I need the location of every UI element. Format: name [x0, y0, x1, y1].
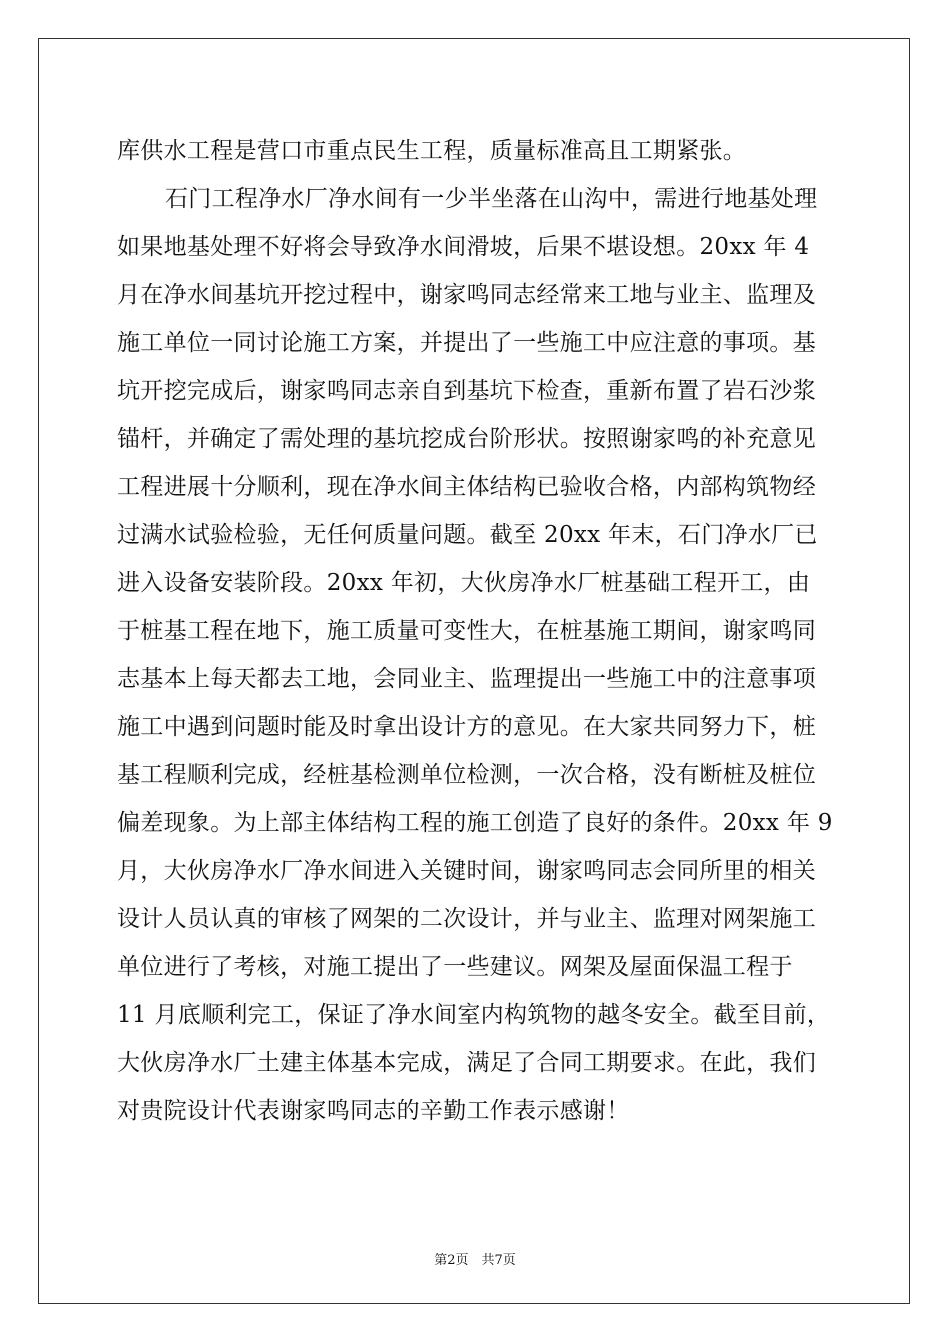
text-line: 基工程顺利完成，经桩基检测单位检测，一次合格，没有断桩及桩位 [117, 762, 816, 788]
text-line: 过满水试验检验，无任何质量问题。截至 20xx 年末，石门净水厂已 [117, 522, 818, 548]
text-line: 偏差现象。为上部主体结构工程的施工创造了良好的条件。20xx 年 9 [117, 810, 833, 836]
text-line: 设计人员认真的审核了网架的二次设计，并与业主、监理对网架施工 [117, 906, 816, 932]
text-line: 锚杆，并确定了需处理的基坑挖成台阶形状。按照谢家鸣的补充意见 [117, 426, 816, 452]
text-line: 进入设备安装阶段。20xx 年初，大伙房净水厂桩基础工程开工，由 [117, 570, 811, 596]
paragraph-first-line: 石门工程净水厂净水间有一少半坐落在山沟中，需进行地基处理 [165, 186, 818, 212]
text-line: 月在净水间基坑开挖过程中，谢家鸣同志经常来工地与业主、监理及 [117, 282, 816, 308]
text-line: 志基本上每天都去工地，会同业主、监理提出一些施工中的注意事项 [117, 666, 816, 692]
text-line: 坑开挖完成后，谢家鸣同志亲自到基坑下检查，重新布置了岩石沙浆 [117, 378, 816, 404]
text-line: 对贵院设计代表谢家鸣同志的辛勤工作表示感谢！ [117, 1098, 630, 1124]
text-line: 单位进行了考核，对施工提出了一些建议。网架及屋面保温工程于 [117, 954, 793, 980]
text-line: 工程进展十分顺利，现在净水间主体结构已验收合格，内部构筑物经 [117, 474, 816, 500]
text-line: 11 月底顺利完工，保证了净水间室内构筑物的越冬安全。截至目前， [117, 1002, 831, 1028]
text-line: 施工单位一同讨论施工方案，并提出了一些施工中应注意的事项。基 [117, 330, 816, 356]
text-line: 库供水工程是营口市重点民生工程，质量标准高且工期紧张。 [117, 138, 747, 164]
text-line: 于桩基工程在地下，施工质量可变性大，在桩基施工期间，谢家鸣同 [117, 618, 816, 644]
page-number-footer: 第2页 共7页 [434, 1253, 516, 1268]
text-line: 大伙房净水厂土建主体基本完成，满足了合同工期要求。在此，我们 [117, 1050, 816, 1076]
text-line: 施工中遇到问题时能及时拿出设计方的意见。在大家共同努力下，桩 [117, 714, 816, 740]
text-line: 如果地基处理不好将会导致净水间滑坡，后果不堪设想。20xx 年 4 [117, 234, 810, 260]
text-line: 月，大伙房净水厂净水间进入关键时间，谢家鸣同志会同所里的相关 [117, 858, 816, 884]
